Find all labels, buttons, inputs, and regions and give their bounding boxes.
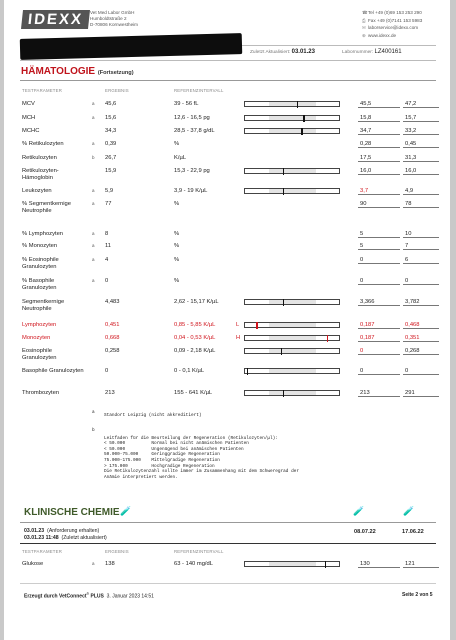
test-name: MCV — [22, 101, 35, 107]
col-header-result: ERGEBNIS — [105, 88, 129, 93]
lab-address: Vet Med Labor GmbH Humboldtstraße 2 D-70806 Kornwestheim — [90, 10, 139, 28]
web-icon: ⊕ — [362, 32, 366, 38]
reference-interval: % — [174, 257, 180, 263]
history-value-1: 213 — [360, 390, 370, 396]
history-underline-2 — [403, 134, 439, 135]
footnote-a-marker: a — [92, 410, 95, 415]
reference-interval: 12,6 - 16,5 pg — [174, 115, 210, 121]
result-value: 0,451 — [105, 322, 120, 328]
header-divider-2 — [20, 60, 436, 61]
report-page — [4, 0, 450, 640]
result-value: 4 — [105, 257, 109, 263]
test-name: % Monozyten — [22, 243, 58, 249]
range-bar — [244, 348, 340, 354]
history-value-1: 3,366 — [360, 299, 375, 305]
history-value-2: 4,9 — [405, 188, 414, 194]
history-value-1: 16,0 — [360, 168, 372, 174]
footnote-marker: a — [92, 188, 95, 193]
test-name: Lymphozyten — [22, 322, 57, 328]
history-value-2: 0,351 — [405, 335, 420, 341]
history-value-1: 45,5 — [360, 101, 372, 107]
chem-divider — [20, 522, 436, 523]
history-value-1: 5 — [360, 231, 364, 237]
history-value-2: 47,2 — [405, 101, 417, 107]
range-bar — [244, 299, 340, 305]
test-name: Thrombozyten — [22, 390, 60, 396]
footnote-b: Leitfaden für die Beurteilung der Regeneration (Retikulozyten/µl): < 50.000 Normal bei nicht anämischen Patienten < 50.000 Ungenügend bei anämischen Patienten 50.000-75.000 Geringgradige Regeneration 75.000-175.000 Mittelgradige Regeneration > 175.000 Hochgradige Regeneration Die Retikulozytenzahl sollte immer im Zusammenhang mit dem Schweregrad der Anämie interpretiert werden. — [104, 435, 299, 480]
section-title-chemistry: KLINISCHE CHEMIE — [24, 507, 120, 518]
lab-number: Labornummer: LZ400161 — [342, 49, 402, 55]
footnote-marker: a — [92, 257, 95, 262]
range-bar — [244, 561, 340, 567]
history-underline-1 — [358, 374, 400, 375]
range-bar — [244, 335, 340, 341]
idexx-logo: IDEXX — [21, 10, 90, 29]
history-value-2: 0,45 — [405, 141, 417, 147]
test-name: MCH — [22, 115, 36, 121]
normal-range-zone — [269, 562, 316, 566]
range-bar — [244, 322, 340, 328]
result-value: 4,483 — [105, 299, 120, 305]
history-value-2: 7 — [405, 243, 409, 249]
result-marker — [283, 168, 285, 175]
history-value-1: 130 — [360, 561, 370, 567]
reference-interval: % — [174, 141, 180, 147]
range-bar — [244, 168, 340, 174]
history-underline-1 — [358, 284, 400, 285]
normal-range-zone — [269, 323, 316, 327]
history-underline-2 — [403, 249, 439, 250]
test-name: % Segmentkernige Neutrophile — [22, 201, 71, 214]
history-underline-2 — [403, 107, 439, 108]
test-name: Retikulozyten-Hämoglobin — [22, 168, 59, 181]
history-underline-2 — [403, 567, 439, 568]
result-value: 15,9 — [105, 168, 117, 174]
footnote-marker: a — [92, 115, 95, 120]
col-header-test: TESTPARAMETER — [22, 88, 63, 93]
reference-interval: 15,3 - 22,9 pg — [174, 168, 210, 174]
history-underline-2 — [403, 121, 439, 122]
history-underline-1 — [358, 237, 400, 238]
footer-generated: Erzeugt durch VetConnect® PLUS 3. Januar 2023 14:51 — [24, 592, 154, 600]
result-value: 11 — [105, 243, 112, 249]
history-value-2: 31,3 — [405, 155, 417, 161]
history-underline-1 — [358, 147, 400, 148]
range-bar — [244, 115, 340, 121]
result-flag: H — [236, 335, 241, 341]
history-value-1: 90 — [360, 201, 367, 207]
history-value-2: 0 — [405, 368, 409, 374]
reference-interval: 0,04 - 0,53 K/µL — [174, 335, 216, 341]
history-value-2: 0,268 — [405, 348, 420, 354]
result-value: 26,7 — [105, 155, 117, 161]
hist-date-1: 08.07.22 — [354, 529, 376, 535]
reference-interval: K/µL — [174, 155, 187, 161]
result-marker — [327, 335, 329, 342]
result-marker — [247, 368, 249, 375]
reference-interval: 0,85 - 5,85 K/µL — [174, 322, 216, 328]
history-underline-1 — [358, 207, 400, 208]
footer-page: Seite 2 von 5 — [402, 592, 433, 598]
test-name: % Basophile Granulozyten — [22, 278, 57, 291]
history-underline-1 — [358, 341, 400, 342]
result-value: 5,9 — [105, 188, 114, 194]
chem-date-received: 03.01.23 (Anforderung erhalten) — [24, 528, 100, 534]
reference-interval: % — [174, 201, 180, 207]
history-value-1: 3,7 — [360, 188, 369, 194]
test-name: % Eosinophile Granulozyten — [22, 257, 59, 270]
reference-interval: 155 - 641 K/µL — [174, 390, 213, 396]
range-bar — [244, 188, 340, 194]
history-value-2: 16,0 — [405, 168, 417, 174]
normal-range-zone — [269, 300, 316, 304]
normal-range-zone — [269, 391, 316, 395]
range-bar — [244, 128, 340, 134]
history-value-1: 34,7 — [360, 128, 372, 134]
footnote-b-marker: b — [92, 428, 95, 433]
result-flag: L — [236, 322, 240, 328]
history-value-2: 33,2 — [405, 128, 417, 134]
test-name: % Lymphozyten — [22, 231, 64, 237]
history-underline-1 — [358, 161, 400, 162]
test-name: Retikulozyten — [22, 155, 57, 161]
result-marker — [303, 115, 305, 122]
history-underline-1 — [358, 121, 400, 122]
email-icon: ✉ — [362, 25, 366, 31]
history-value-1: 17,5 — [360, 155, 372, 161]
history-value-2: 0 — [405, 278, 409, 284]
history-underline-1 — [358, 249, 400, 250]
footnote-marker: b — [92, 155, 95, 160]
footnote-marker: a — [92, 278, 95, 283]
hist-date-2: 17.06.22 — [402, 529, 424, 535]
result-value: 0,258 — [105, 348, 120, 354]
normal-range-zone — [269, 129, 316, 133]
history-underline-2 — [403, 237, 439, 238]
history-underline-2 — [403, 284, 439, 285]
history-value-1: 0 — [360, 278, 364, 284]
test-name: % Retikulozyten — [22, 141, 64, 147]
range-bar — [244, 368, 340, 374]
history-underline-2 — [403, 341, 439, 342]
history-underline-1 — [358, 396, 400, 397]
history-value-1: 0,187 — [360, 322, 375, 328]
history-underline-2 — [403, 305, 439, 306]
lab-contact: ☎Tel +49 (0)69 153 253 290 ⎙ Fax +49 (0)7141 153 5983 ✉ laborservice@idexx.com ⊕ www.idexx.de — [362, 10, 423, 38]
reference-interval: 39 - 56 fL — [174, 101, 199, 107]
history-underline-2 — [403, 174, 439, 175]
result-value: 0 — [105, 278, 109, 284]
history-value-2: 0,468 — [405, 322, 420, 328]
reference-interval: 3,9 - 19 K/µL — [174, 188, 208, 194]
footnote-marker: a — [92, 201, 95, 206]
result-marker — [325, 561, 327, 568]
tube-icon-hist2: 🧪 — [403, 506, 415, 516]
history-underline-2 — [403, 161, 439, 162]
tube-icon-hist1: 🧪 — [353, 506, 365, 516]
normal-range-zone — [269, 116, 316, 120]
result-marker — [281, 348, 283, 355]
result-value: 0,39 — [105, 141, 117, 147]
footnote-marker: a — [92, 243, 95, 248]
footnote-marker: a — [92, 561, 95, 566]
chem-col-test: TESTPARAMETER — [22, 549, 63, 554]
normal-range-zone — [269, 189, 316, 193]
history-underline-1 — [358, 194, 400, 195]
history-underline-1 — [358, 107, 400, 108]
redaction-bar — [20, 33, 242, 60]
test-name: Eosinophile Granulozyten — [22, 348, 57, 361]
result-value: 0 — [105, 368, 109, 374]
footnote-marker: a — [92, 141, 95, 146]
result-value: 213 — [105, 390, 115, 396]
history-underline-2 — [403, 194, 439, 195]
history-underline-1 — [358, 134, 400, 135]
section-title-haematology: HÄMATOLOGIE (Fortsetzung) — [21, 66, 134, 77]
test-name: Glukose — [22, 561, 44, 567]
footnote-a: Standort Leipzig (nicht akkreditiert) — [104, 413, 202, 418]
history-value-1: 0,28 — [360, 141, 372, 147]
chem-col-result: ERGEBNIS — [105, 549, 129, 554]
result-value: 8 — [105, 231, 109, 237]
result-marker — [297, 101, 299, 108]
history-underline-1 — [358, 354, 400, 355]
reference-interval: % — [174, 243, 180, 249]
fax-icon: ⎙ — [362, 17, 366, 23]
reference-interval: 0,09 - 2,18 K/µL — [174, 348, 216, 354]
history-underline-2 — [403, 396, 439, 397]
history-value-1: 0 — [360, 348, 364, 354]
footnote-marker: a — [92, 231, 95, 236]
history-value-1: 0,187 — [360, 335, 375, 341]
history-underline-1 — [358, 567, 400, 568]
normal-range-zone — [269, 336, 316, 340]
reference-interval: 28,5 - 37,8 g/dL — [174, 128, 215, 134]
history-underline-2 — [403, 354, 439, 355]
test-name: Monozyten — [22, 335, 51, 341]
normal-range-zone — [269, 102, 316, 106]
history-underline-1 — [358, 174, 400, 175]
result-value: 45,6 — [105, 101, 117, 107]
normal-range-zone — [269, 349, 316, 353]
history-value-1: 0 — [360, 368, 364, 374]
range-bar — [244, 390, 340, 396]
result-value: 0,668 — [105, 335, 120, 341]
normal-range-zone — [269, 169, 316, 173]
test-name: MCHC — [22, 128, 40, 134]
history-value-2: 6 — [405, 257, 409, 263]
history-value-1: 15,8 — [360, 115, 372, 121]
result-value: 34,3 — [105, 128, 117, 134]
history-value-2: 15,7 — [405, 115, 417, 121]
range-bar — [244, 101, 340, 107]
col-header-ref: REFERENZINTERVALL — [174, 88, 224, 93]
history-underline-1 — [358, 263, 400, 264]
history-underline-2 — [403, 374, 439, 375]
section-divider — [20, 80, 436, 81]
result-marker — [301, 128, 303, 135]
history-underline-2 — [403, 207, 439, 208]
history-value-2: 121 — [405, 561, 415, 567]
history-value-2: 78 — [405, 201, 412, 207]
history-value-2: 3,782 — [405, 299, 420, 305]
result-marker — [256, 322, 258, 329]
normal-range-zone — [269, 369, 316, 373]
reference-interval: % — [174, 231, 180, 237]
tube-icon: 🧪 — [120, 506, 132, 516]
reference-interval: 0 - 0,1 K/µL — [174, 368, 205, 374]
test-name: Segmentkernige Neutrophile — [22, 299, 65, 312]
history-underline-2 — [403, 263, 439, 264]
result-marker — [283, 299, 285, 306]
test-name: Basophile Granulozyten — [22, 368, 84, 374]
history-underline-2 — [403, 147, 439, 148]
reference-interval: 2,62 - 15,17 K/µL — [174, 299, 219, 305]
history-underline-2 — [403, 328, 439, 329]
phone-icon: ☎ — [362, 10, 368, 15]
result-marker — [283, 390, 285, 397]
history-underline-1 — [358, 328, 400, 329]
chem-divider-2 — [20, 543, 436, 544]
footnote-marker: a — [92, 101, 95, 106]
result-value: 77 — [105, 201, 112, 207]
history-value-1: 0 — [360, 257, 364, 263]
result-value: 15,6 — [105, 115, 117, 121]
test-name: Leukozyten — [22, 188, 52, 194]
result-value: 138 — [105, 561, 115, 567]
history-value-1: 5 — [360, 243, 364, 249]
reference-interval: 63 - 140 mg/dL — [174, 561, 213, 567]
reference-interval: % — [174, 278, 180, 284]
chem-col-ref: REFERENZINTERVALL — [174, 549, 224, 554]
updated-info: Zuletzt Aktualisiert: 03.01.23 — [250, 49, 315, 55]
footer-divider — [20, 583, 436, 584]
history-value-2: 291 — [405, 390, 415, 396]
history-underline-1 — [358, 305, 400, 306]
chem-date-updated: 03.01.23 11:48 (Zuletzt aktualisiert) — [24, 535, 107, 541]
history-value-2: 10 — [405, 231, 412, 237]
result-marker — [283, 188, 285, 195]
